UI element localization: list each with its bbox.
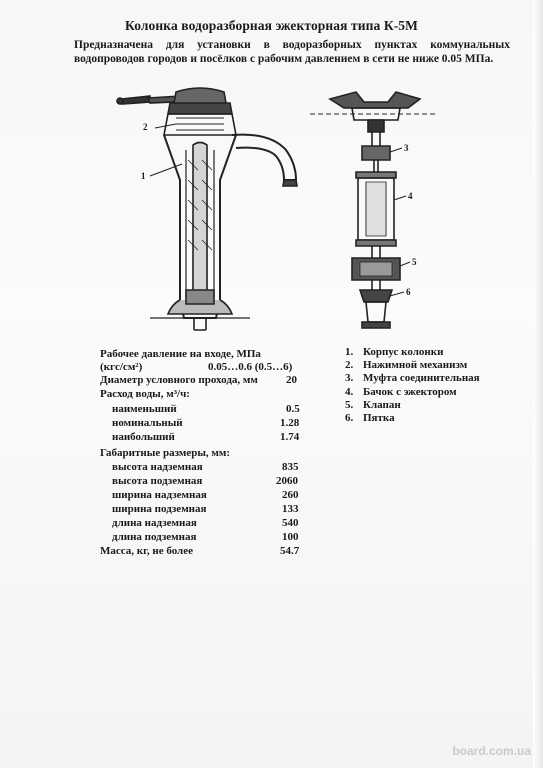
parts-legend-item: 6. Пятка xyxy=(345,411,395,424)
spec-dimension-value: 133 xyxy=(282,503,299,515)
spec-dimension-label: высота надземная xyxy=(112,461,203,473)
parts-legend-item: 4. Бачок с эжектором xyxy=(345,385,457,398)
callout-1: 1 xyxy=(141,171,146,181)
spec-pressure-value: 0.05…0.6 (0.5…6) xyxy=(208,361,293,373)
spec-dimension-value: 2060 xyxy=(276,475,298,487)
spec-dimension-label: высота подземная xyxy=(112,475,203,487)
parts-legend xyxy=(345,346,480,425)
spec-pressure-unit-label: (кгс/см²) xyxy=(100,361,143,373)
callout-6: 6 xyxy=(406,287,411,297)
callout-4: 4 xyxy=(408,191,413,201)
spec-flow-item-value: 0.5 xyxy=(286,403,300,415)
callout-3: 3 xyxy=(404,143,409,153)
spec-flow-item-value: 1.74 xyxy=(280,431,300,443)
spec-diameter-label: Диаметр условного прохода, мм xyxy=(100,374,258,386)
parts-legend-item: 3. Муфта соединительная xyxy=(345,372,480,385)
parts-legend-item: 5. Клапан xyxy=(345,398,401,411)
spec-flow-item-label: номинальный xyxy=(112,417,183,429)
spec-dimension-value: 835 xyxy=(282,461,299,473)
callout-2: 2 xyxy=(143,122,148,132)
document-title: Колонка водоразборная эжекторная типа К-5М xyxy=(124,18,418,33)
spec-pressure-label: Рабочее давление на входе, МПа xyxy=(100,348,261,360)
watermark: board.com.ua xyxy=(452,744,531,758)
spec-dimension-label: ширина надземная xyxy=(112,489,207,501)
spec-flow-item-value: 1.28 xyxy=(280,417,300,429)
scan-edge xyxy=(533,0,543,768)
spec-dimension-value: 260 xyxy=(282,489,299,501)
spec-flow-item-label: наименьший xyxy=(112,403,177,415)
spec-mass-label: Масса, кг, не более xyxy=(100,545,193,557)
spec-dimension-value: 540 xyxy=(282,517,299,529)
spec-flow-item-label: наибольший xyxy=(112,431,175,443)
spec-dimensions-label: Габаритные размеры, мм: xyxy=(100,447,231,459)
spec-flow-label: Расход воды, м³/ч: xyxy=(100,388,190,400)
spec-dimension-label: длина подземная xyxy=(112,531,197,543)
spec-dimension-value: 100 xyxy=(282,531,299,543)
spec-dimension-label: длина надземная xyxy=(112,517,197,529)
spec-diameter-value: 20 xyxy=(286,374,297,386)
callout-5: 5 xyxy=(412,257,417,267)
spec-mass-value: 54.7 xyxy=(280,545,300,557)
parts-legend-item: 1. Корпус колонки xyxy=(345,346,444,358)
spec-dimension-label: ширина подземная xyxy=(112,503,207,515)
parts-legend-item: 2. Нажимной механизм xyxy=(345,359,468,372)
document-intro: Предназначена для установки в водоразборных пунктах коммунальных водопроводов городов и посёлков с рабочим давлением в сети не ниже 0.05 МПа. xyxy=(74,39,510,65)
